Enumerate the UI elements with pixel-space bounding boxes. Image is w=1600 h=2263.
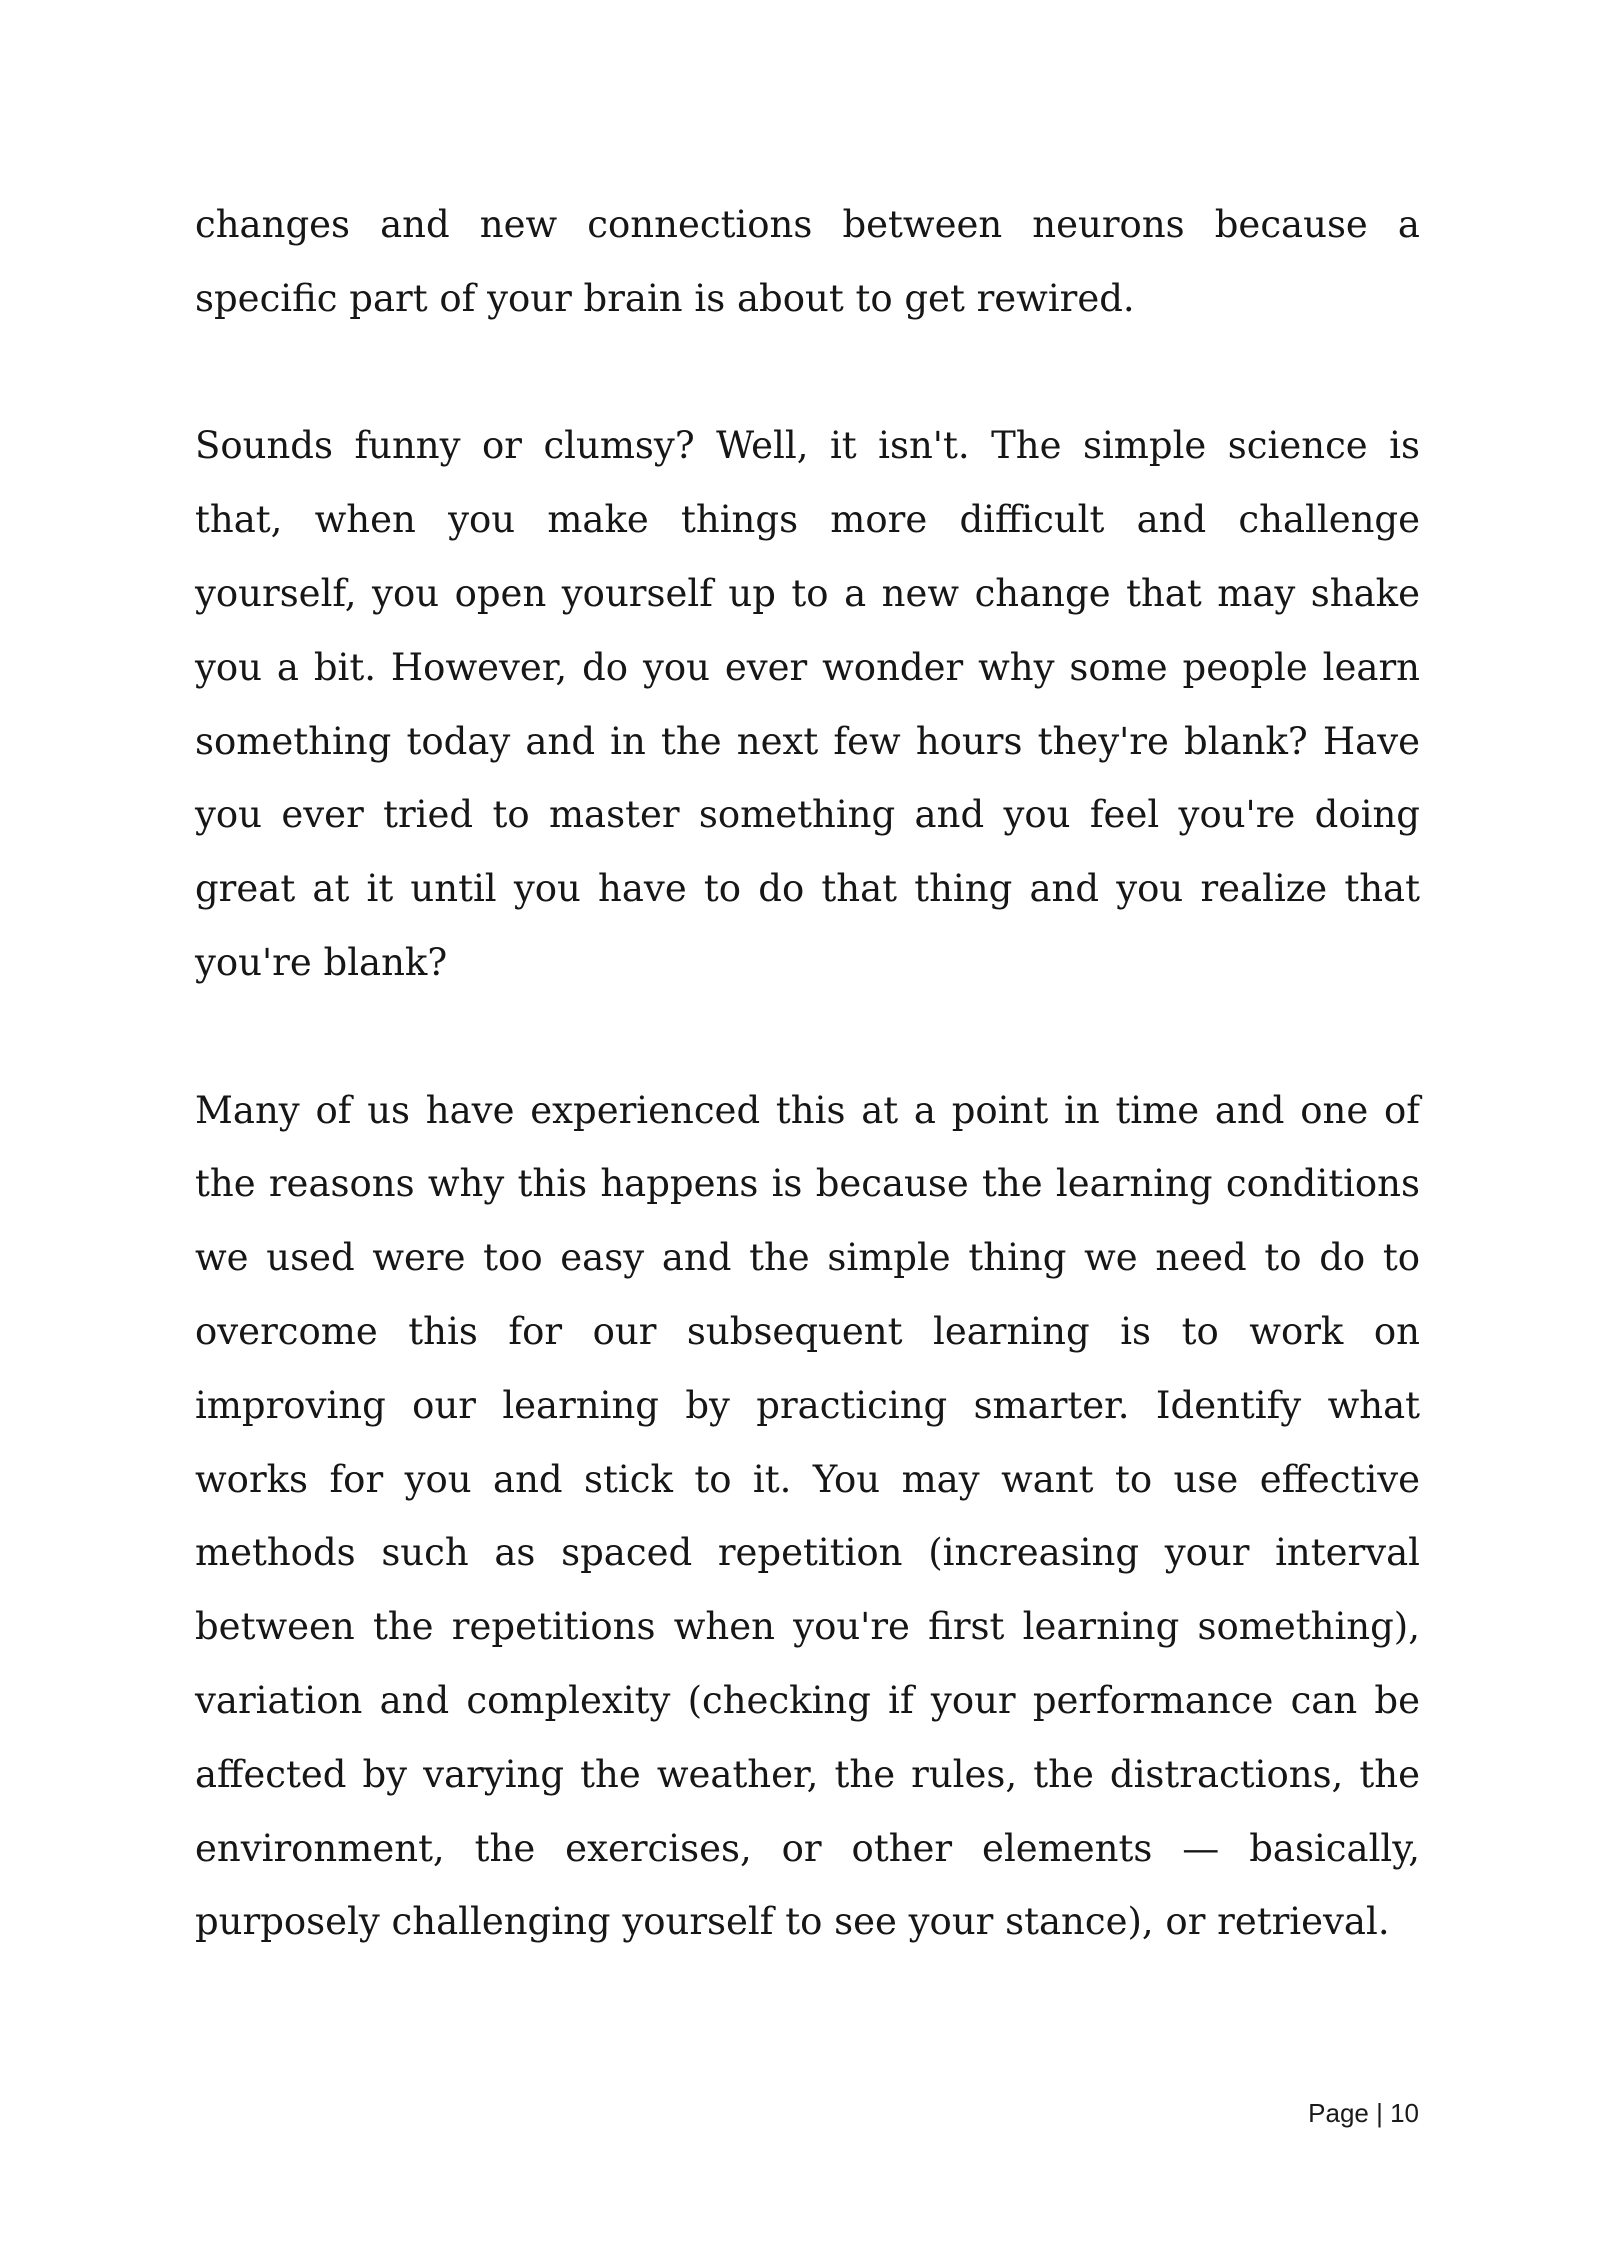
body-text — [195, 188, 1420, 1959]
page-number: Page | 10 — [1308, 2098, 1419, 2128]
paragraph-1: changes and new connections between neurons because a specific part of your brain is about to get rewired. — [195, 203, 1420, 320]
paragraph-2: Sounds funny or clumsy? Well, it isn't. The simple science is that, when you make things more difficult and challenge yourself, you open yourself up to a new change that may shake you a bit. However, do you ever wonder why some people learn something today and in the next few hours they're blank? Have you ever tried to master something and you feel you're doing great at it until you have to do that thing and you realize that you're blank? — [195, 424, 1420, 984]
paragraph-3: Many of us have experienced this at a point in time and one of the reasons why this happens is because the learning conditions we used were too easy and the simple thing we need to do to overcome this for our subsequent learning is to work on improving our learning by practicing smarter. Identify what works for you and stick to it. You may want to use effective methods such as spaced repetition (increasing your interval between the repetitions when you're first learning something), variation and complexity (checking if your performance can be affected by varying the weather, the rules, the distractions, the environment, the exercises, or other elements — basically, purposely challenging yourself to see your stance), or retrieval. — [195, 1088, 1420, 1944]
